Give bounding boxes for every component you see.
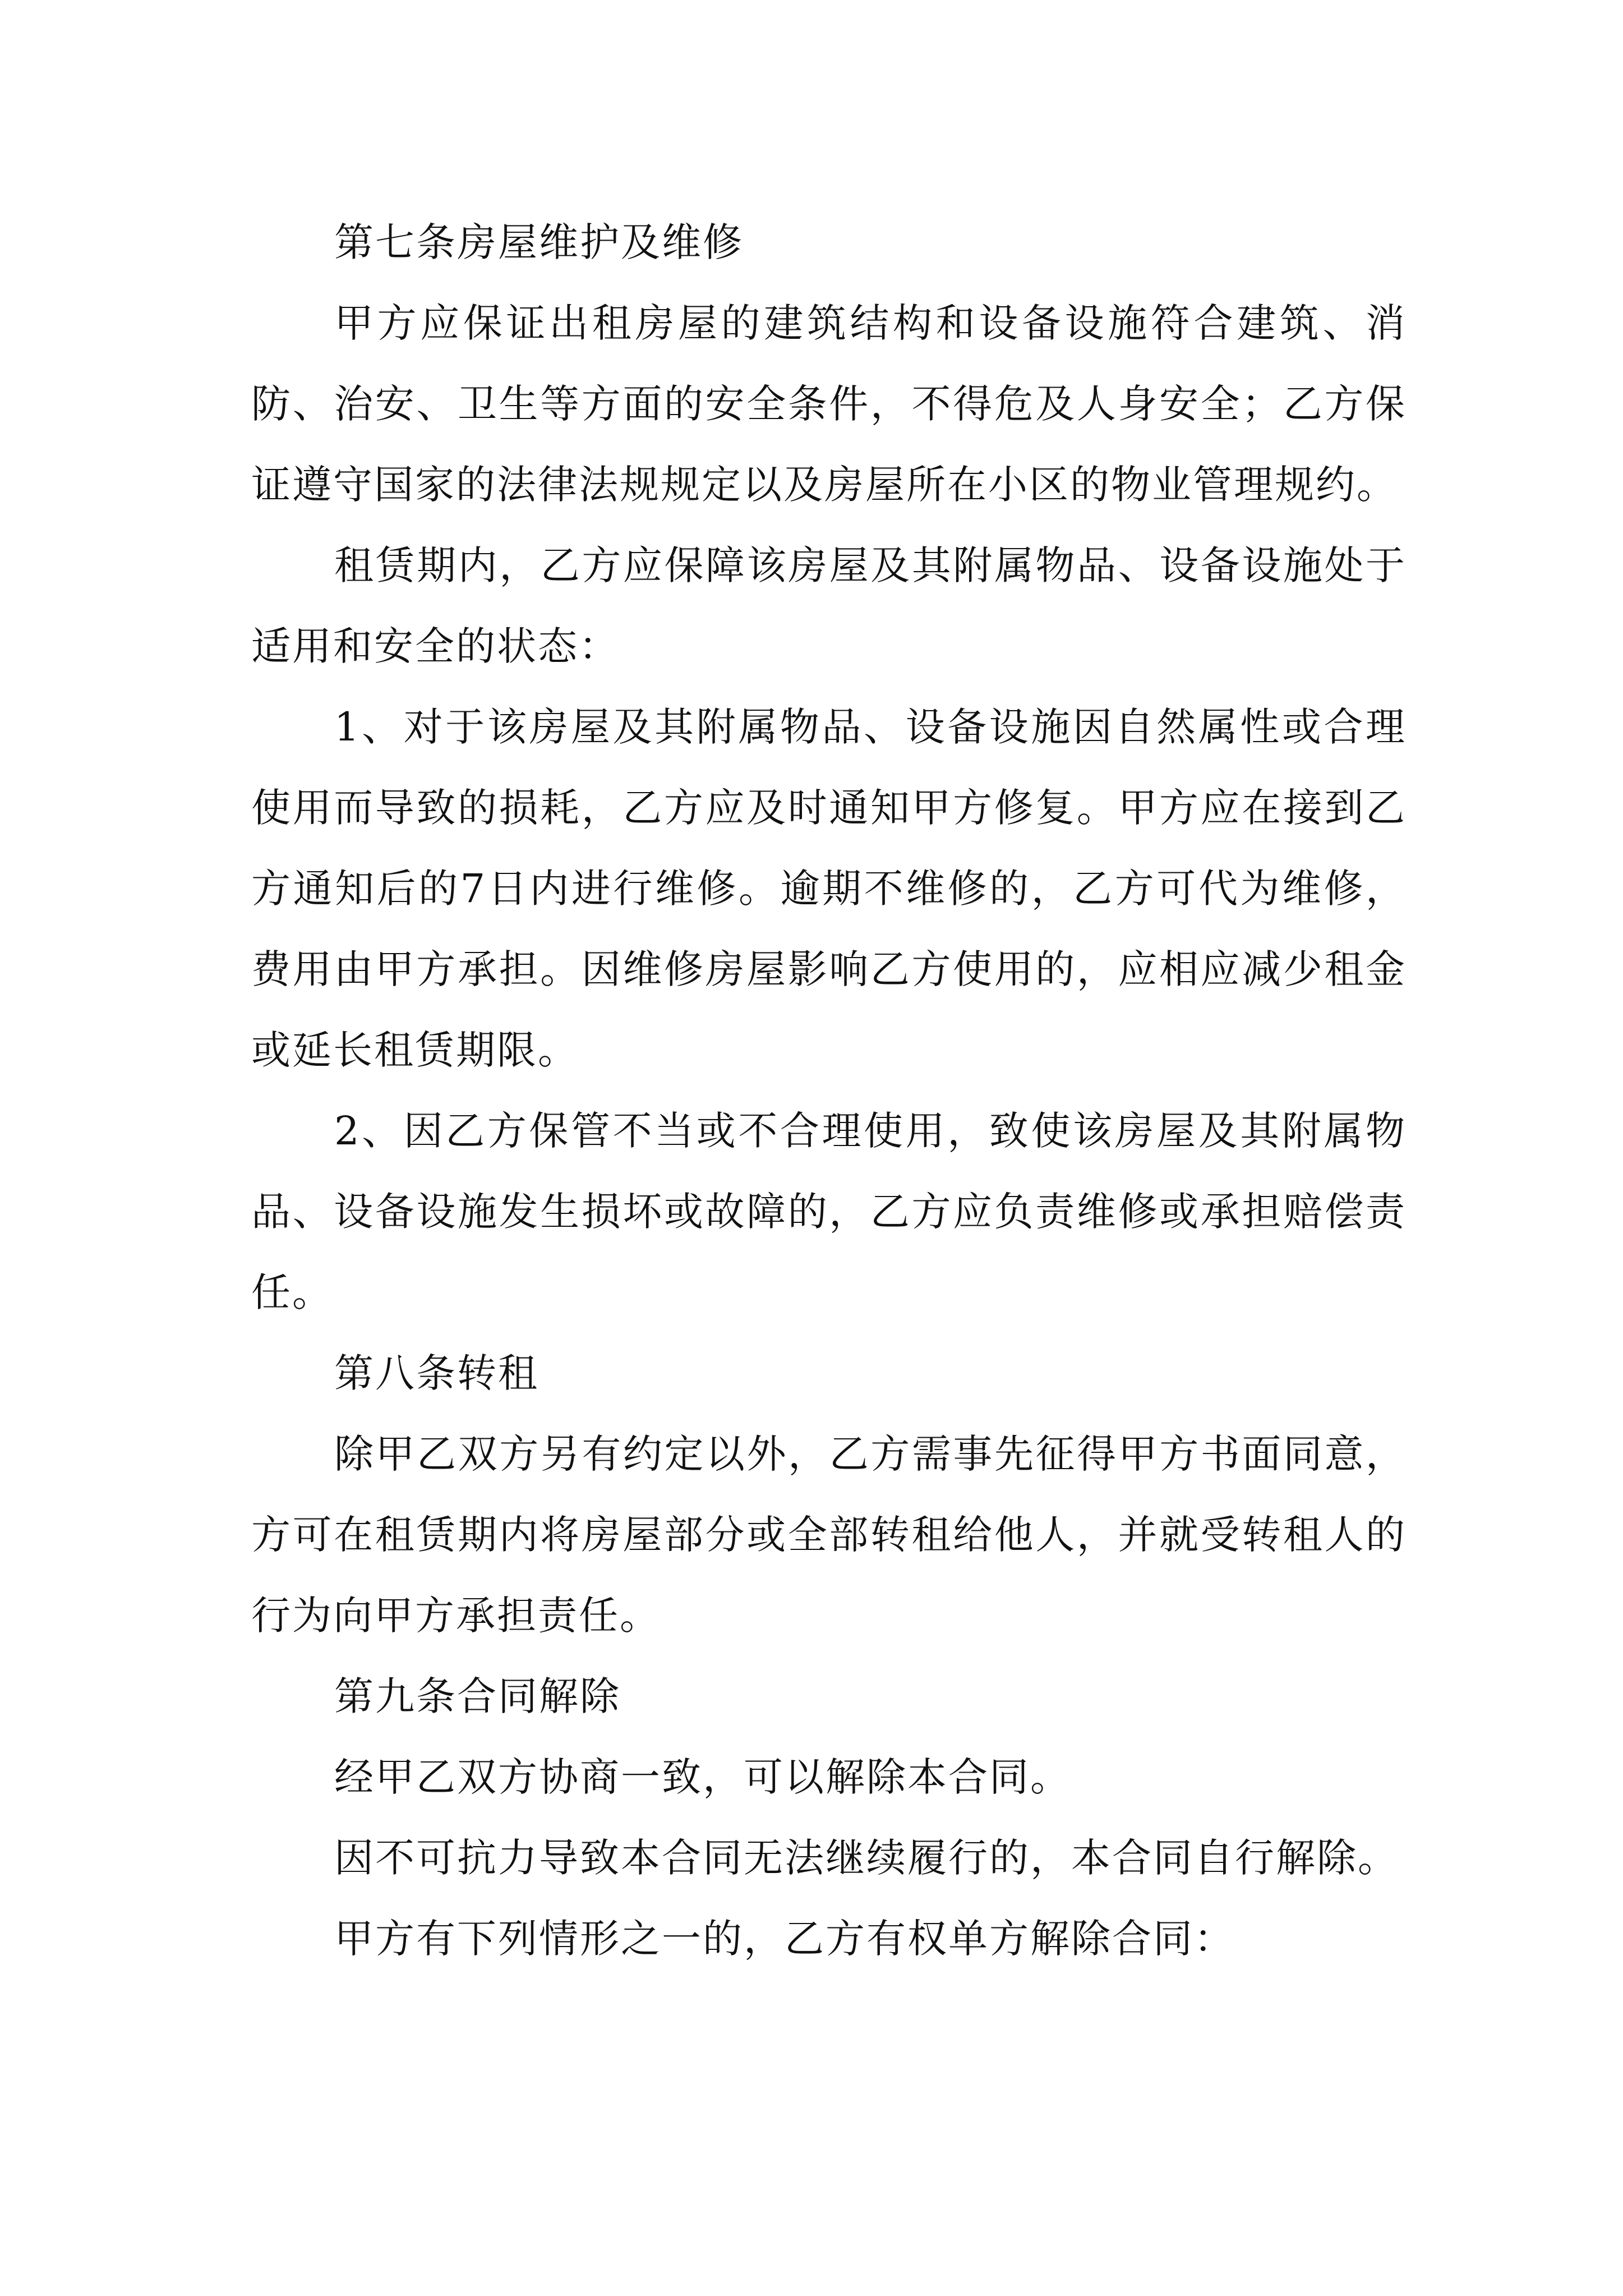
paragraph-lease-period-maintenance: 租赁期内，乙方应保障该房屋及其附属物品、设备设施处于适用和安全的状态： [251, 542, 1407, 669]
paragraph-sublease: 除甲乙双方另有约定以外，乙方需事先征得甲方书面同意，方可在租赁期内将房屋部分或全部转租给他人，并就受转租人的行为向甲方承担责任。 [251, 1431, 1407, 1639]
paragraph-lessor-breach-intro: 甲方有下列情形之一的，乙方有权单方解除合同： [334, 1916, 1235, 1962]
paragraph-safety-obligations: 甲方应保证出租房屋的建筑结构和设备设施符合建筑、消防、治安、卫生等方面的安全条件，不得危及人身安全；乙方保证遵守国家的法律法规规定以及房屋所在小区的物业管理规约。 [251, 300, 1407, 508]
paragraph-force-majeure: 因不可抗力导致本合同无法继续履行的，本合同自行解除。 [334, 1835, 1399, 1881]
document-body [251, 202, 1407, 1979]
section-heading-article-7: 第七条房屋维护及维修 [334, 219, 744, 265]
paragraph-mutual-termination: 经甲乙双方协商一致，可以解除本合同。 [334, 1754, 1071, 1800]
paragraph-item-1-wear-repair: 1、对于该房屋及其附属物品、设备设施因自然属性或合理使用而导致的损耗，乙方应及时通知甲方修复。甲方应在接到乙方通知后的7日内进行维修。逾期不维修的，乙方可代为维修，费用由甲方承担。因维修房屋影响乙方使用的，应相应减少租金或延长租赁期限。 [251, 704, 1407, 1073]
paragraph-item-2-damage-liability: 2、因乙方保管不当或不合理使用，致使该房屋及其附属物品、设备设施发生损坏或故障的，乙方应负责维修或承担赔偿责任。 [251, 1108, 1407, 1315]
section-heading-article-9: 第九条合同解除 [334, 1673, 621, 1719]
section-heading-article-8: 第八条转租 [334, 1350, 539, 1396]
